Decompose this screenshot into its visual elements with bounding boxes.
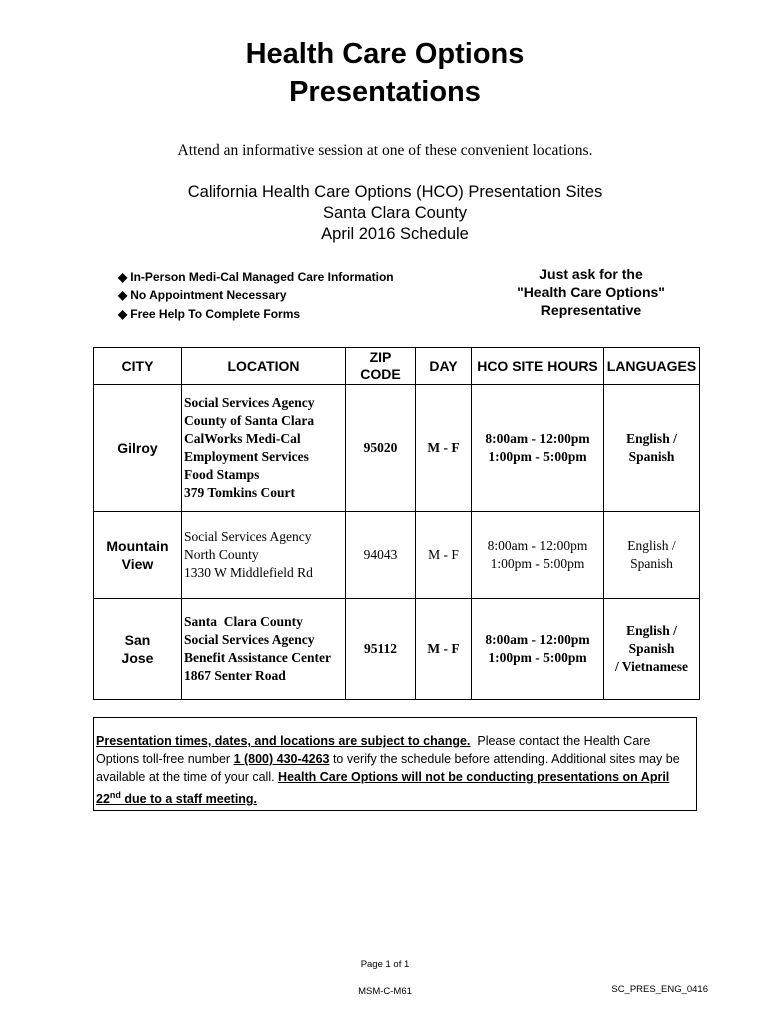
table-row — [94, 512, 700, 599]
header-day: DAY — [416, 348, 472, 385]
bullet-item — [118, 268, 394, 286]
languages-cell: English / Spanish — [604, 512, 700, 599]
table-header-row — [94, 348, 700, 385]
diamond-bullet-icon: ◆ — [118, 288, 128, 302]
page-title-line-2: Presentations — [289, 76, 481, 108]
location-cell: Social Services Agency North County 1330 W Middlefield Rd — [182, 512, 346, 599]
notice-box — [93, 717, 697, 811]
notice-contact-text: Please contact the Health Care Options toll-free number — [96, 734, 654, 766]
intro-text: Attend an informative session at one of these convenient locations. — [177, 142, 593, 159]
diamond-bullet-icon: ◆ — [118, 270, 128, 284]
day-cell: M - F — [416, 599, 472, 700]
hours-cell: 8:00am - 12:00pm 1:00pm - 5:00pm — [472, 385, 604, 512]
city-cell: Mountain View — [94, 512, 182, 599]
ask-line-2: "Health Care Options" — [517, 284, 665, 300]
table-row — [94, 385, 700, 512]
header-zip: ZIP CODE — [346, 348, 416, 385]
location-cell: Santa Clara County Social Services Agency Benefit Assistance Center 1867 Senter Road — [182, 599, 346, 700]
schedule-header-line-2: Santa Clara County — [323, 204, 467, 222]
schedule-header-line-3: April 2016 Schedule — [321, 225, 469, 243]
zip-cell: 94043 — [346, 512, 416, 599]
day-cell: M - F — [416, 385, 472, 512]
city-cell: Gilroy — [94, 385, 182, 512]
notice-change-warning: Presentation times, dates, and locations are subject to change. — [96, 734, 471, 748]
ask-line-3: Representative — [540, 302, 642, 318]
bullet-text: No Appointment Necessary — [130, 288, 287, 302]
location-cell: Social Services Agency County of Santa Clara CalWorks Medi-Cal Employment Services Food Stamps 379 Tomkins Court — [182, 385, 346, 512]
schedule-table — [93, 347, 700, 700]
bullet-item — [118, 286, 287, 304]
languages-cell: English / Spanish — [604, 385, 700, 512]
zip-cell: 95020 — [346, 385, 416, 512]
languages-cell: English / Spanish / Vietnamese — [604, 599, 700, 700]
diamond-bullet-icon: ◆ — [118, 307, 128, 321]
hours-cell: 8:00am - 12:00pm 1:00pm - 5:00pm — [472, 599, 604, 700]
header-hours: HCO SITE HOURS — [472, 348, 604, 385]
page-title-line-1: Health Care Options — [245, 38, 525, 70]
notice-phone-number: 1 (800) 430-4263 — [233, 752, 330, 766]
form-code: MSM-C-M61 — [358, 986, 412, 997]
hours-cell: 8:00am - 12:00pm 1:00pm - 5:00pm — [472, 512, 604, 599]
table-row — [94, 599, 700, 700]
day-cell: M - F — [416, 512, 472, 599]
notice-verify-text: to verify the schedule before attending. Additional sites may be available at the time of your call. — [96, 752, 680, 784]
city-cell: San Jose — [94, 599, 182, 700]
header-location: LOCATION — [182, 348, 346, 385]
schedule-header-line-1: California Health Care Options (HCO) Presentation Sites — [187, 183, 603, 201]
ask-line-1: Just ask for the — [539, 266, 643, 282]
document-code: SC_PRES_ENG_0416 — [611, 984, 708, 995]
header-city: CITY — [94, 348, 182, 385]
notice-no-presentation: Health Care Options will not be conducting presentations on April 22nd due to a staff meeting. — [96, 770, 670, 807]
page-number: Page 1 of 1 — [360, 959, 410, 970]
header-languages: LANGUAGES — [604, 348, 700, 385]
bullet-item — [118, 305, 300, 323]
zip-cell: 95112 — [346, 599, 416, 700]
bullet-text: In-Person Medi-Cal Managed Care Information — [130, 270, 394, 284]
bullet-text: Free Help To Complete Forms — [130, 307, 301, 321]
